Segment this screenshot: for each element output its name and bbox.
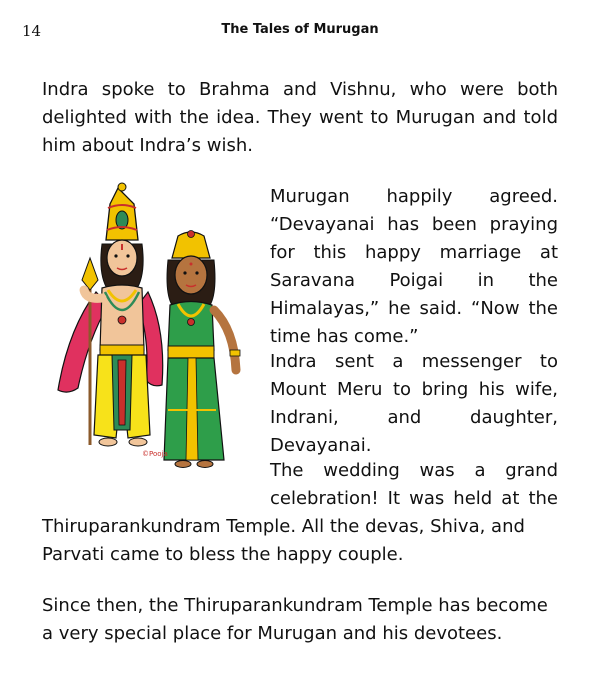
devayanai-figure [164,231,240,468]
page-number: 14 [22,22,42,40]
murugan-figure [58,183,163,446]
paragraph-2: Murugan happily agreed. “Devayanai has been praying for this happy marriage at Saravana Poigai in the Himalayas,” he said. “Now the time has come.” [270,186,558,347]
book-title-header: The Tales of Murugan [221,22,379,37]
paragraph-4-start: The wedding was a grand celebration! It was held at the [270,460,558,509]
paragraph-3: Indra sent a messenger to Mount Meru to bring his wife, Indrani, and daughter, Devayanai. [270,351,558,456]
artist-credit: ©Pooja [142,450,168,458]
paragraph-5: Since then, the Thiruparankundram Temple has become a very special place for Murugan and his devotees. [42,595,548,644]
murugan-devayanai-illustration [38,180,258,475]
paragraph-4-end: Thiruparankundram Temple. All the devas, Shiva, and Parvati came to bless the happy couple. [42,516,525,565]
paragraph-1: Indra spoke to Brahma and Vishnu, who were both delighted with the idea. They went to Murugan and told him about Indra’s wish. [42,79,558,156]
